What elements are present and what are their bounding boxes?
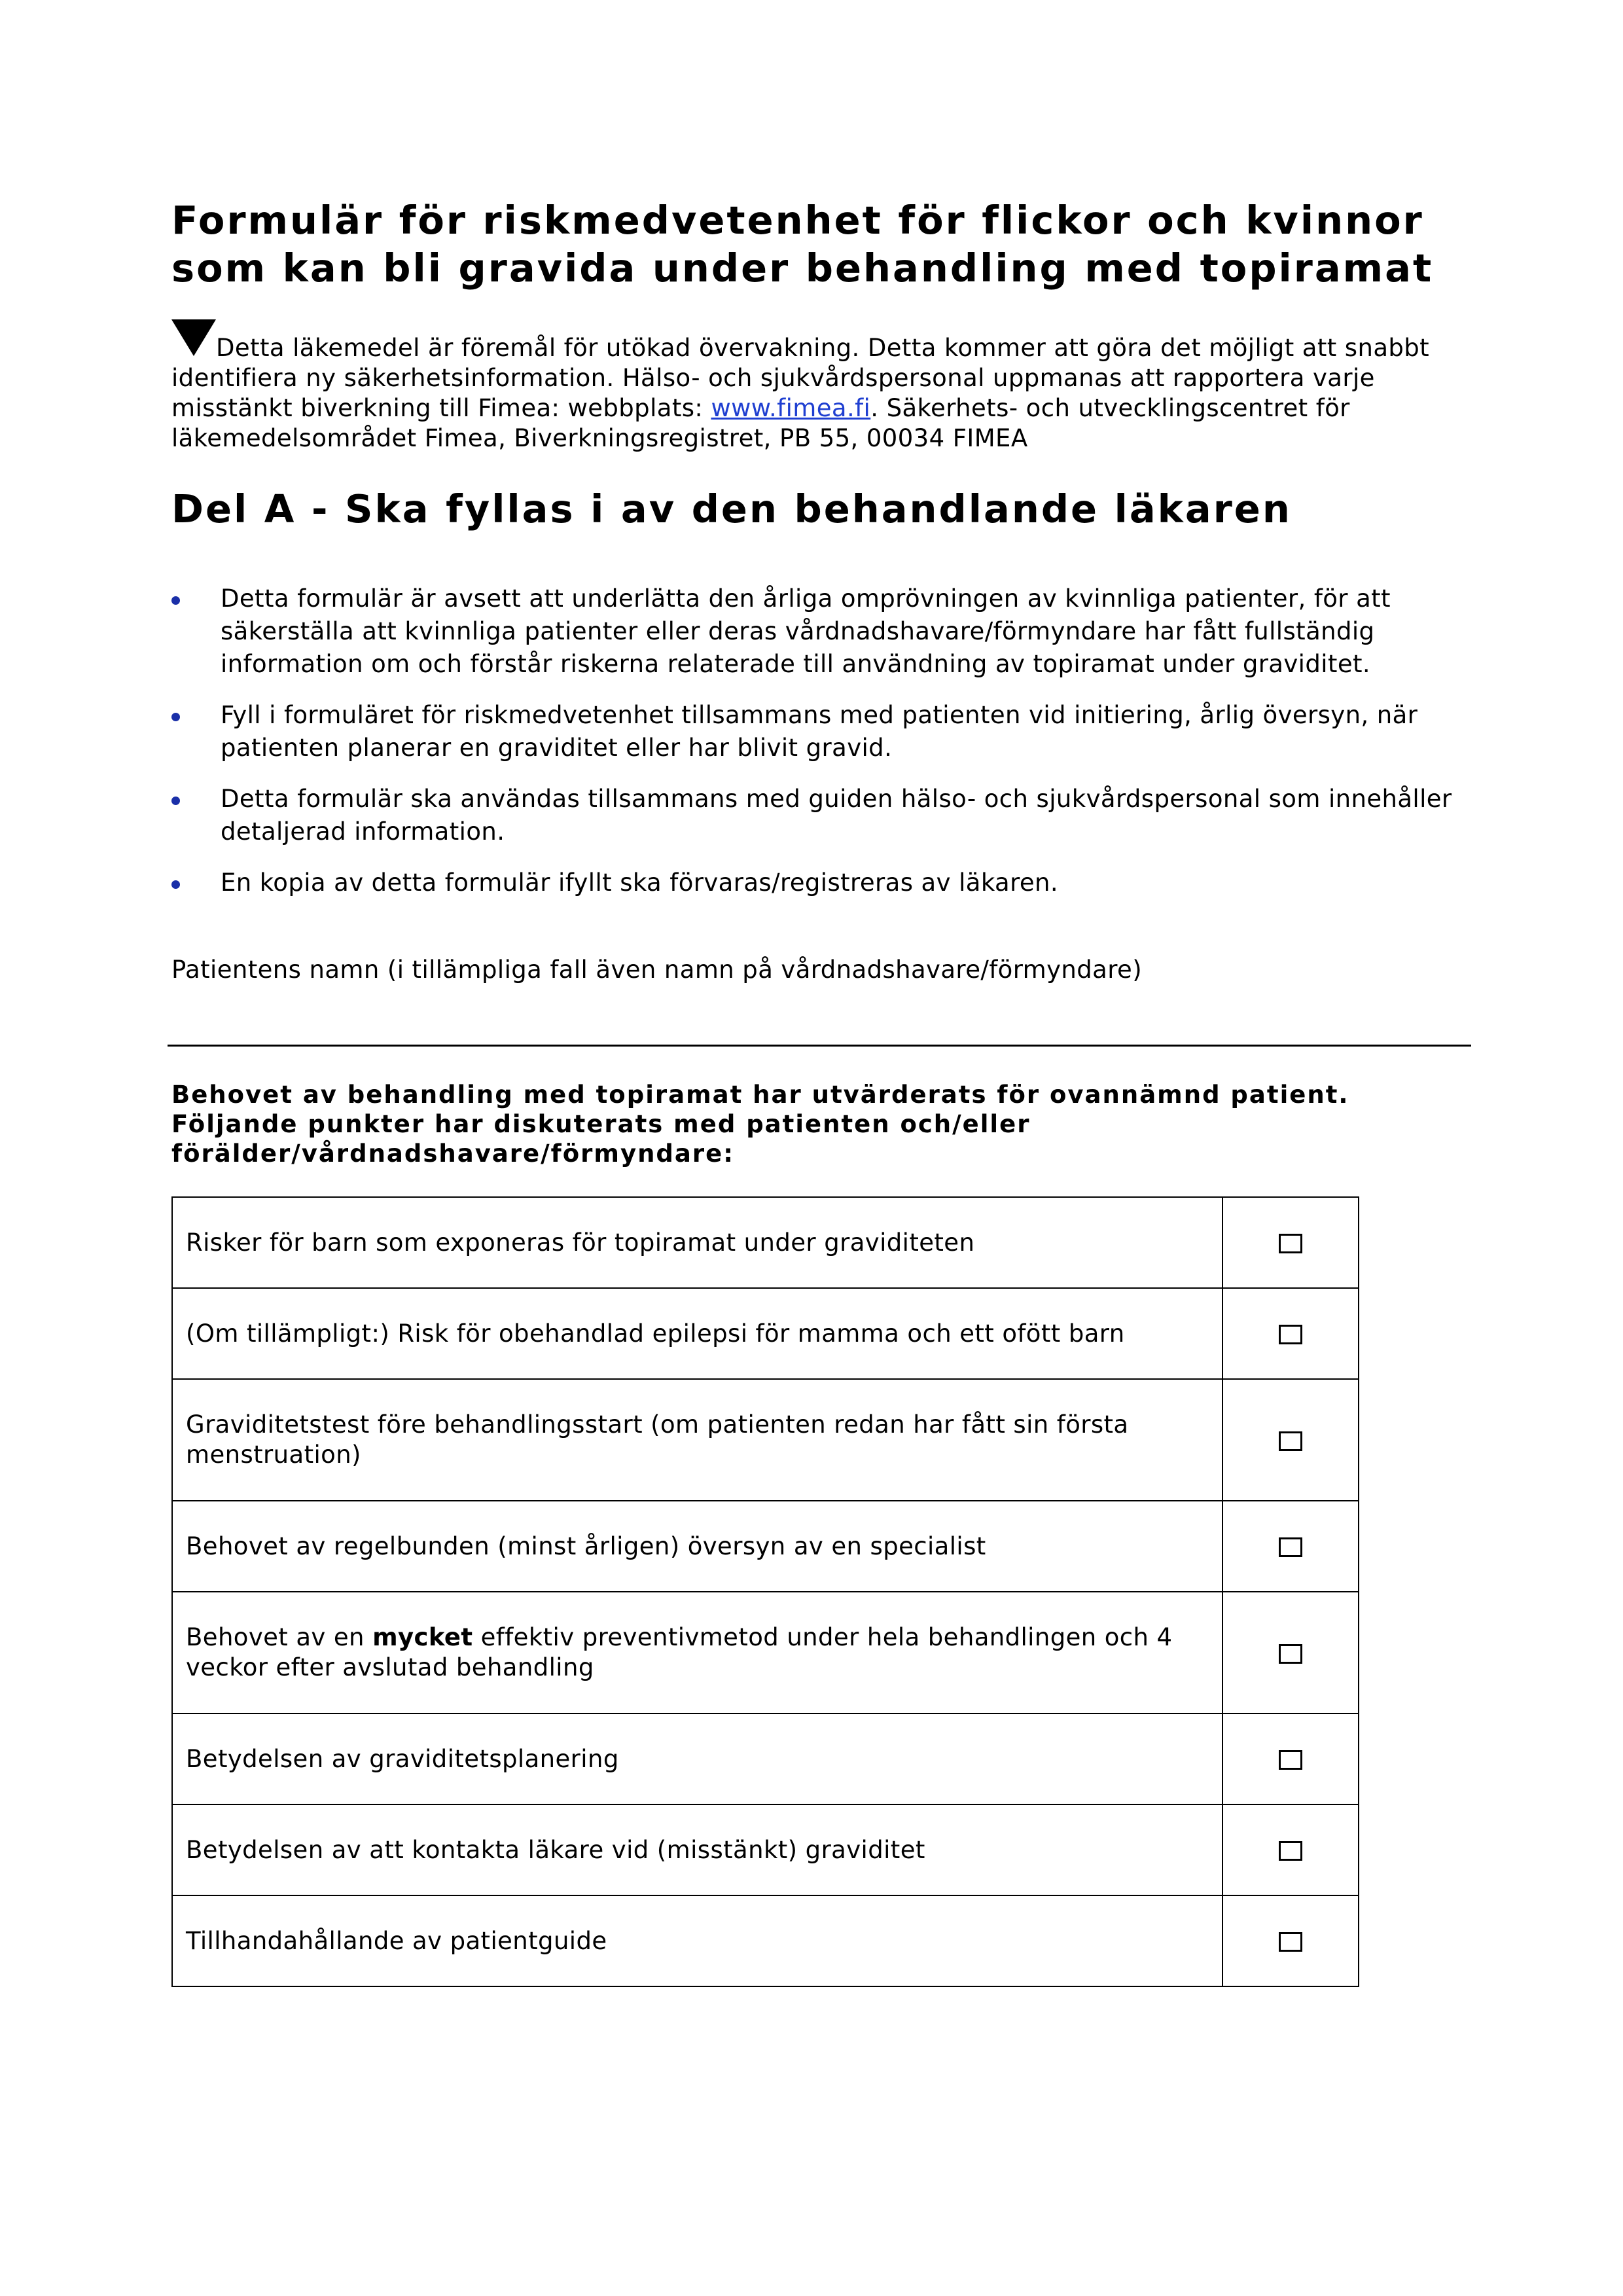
checklist-item-text: Betydelsen av att kontakta läkare vid (misstänkt) graviditet — [172, 1804, 1222, 1895]
assessment-line: Behovet av behandling med topiramat har utvärderats för ovannämnd patient. — [171, 1081, 1349, 1109]
checklist-checkbox[interactable] — [1279, 1431, 1302, 1451]
bullet-icon — [171, 713, 180, 721]
fimea-website-link[interactable]: www.fimea.fi — [711, 394, 871, 422]
checklist-checkbox[interactable] — [1279, 1234, 1302, 1253]
checklist-text-after: effektiv preventivmetod under hela behandlingen och 4 veckor efter avslutad behandling — [186, 1623, 1173, 1681]
notice-text-before-link: Detta läkemedel är föremål för utökad övervakning. Detta kommer att göra det möjligt att snabbt identifiera ny säkerhetsinformation. Hälso- och sjukvårdspersonal uppmanas att rapportera varje misstänkt biverkning till Fimea: webbplats: — [171, 334, 1430, 422]
list-item — [171, 699, 1474, 764]
list-item — [171, 867, 1474, 899]
checklist-item-text: Betydelsen av graviditetsplanering — [172, 1713, 1222, 1804]
checklist-checkbox[interactable] — [1279, 1750, 1302, 1770]
black-triangle-icon — [171, 319, 216, 356]
section-heading: Del A - Ska fyllas i av den behandlande läkaren — [171, 486, 1292, 531]
list-item-text: Detta formulär är avsett att underlätta den årliga omprövningen av kvinnliga patienter, för att säkerställa att kvinnliga patienter eller deras vårdnadshavare/förmyndare har fått fullständig information om och förstår riskerna relaterade till användning av topiramat under graviditet. — [221, 584, 1391, 678]
checklist-item-text: Behovet av regelbunden (minst årligen) översyn av en specialist — [172, 1501, 1222, 1592]
notice-text-after-link: . Säkerhets- och utvecklingscentret för läkemedelsområdet Fimea, Biverkningsregistret, PB 55, 00034 FIMEA — [171, 394, 1350, 452]
patient-name-label: Patientens namn (i tillämpliga fall även namn på vårdnadshavare/förmyndare) — [171, 956, 1143, 984]
bullet-icon — [171, 797, 180, 805]
checklist-checkbox[interactable] — [1279, 1644, 1302, 1664]
checklist-item-text — [172, 1592, 1222, 1713]
checklist-checkbox[interactable] — [1279, 1932, 1302, 1952]
instruction-list — [171, 583, 1474, 918]
checklist-item-text: (Om tillämpligt:) Risk för obehandlad epilepsi för mamma och ett ofött barn — [172, 1288, 1222, 1379]
list-item — [171, 783, 1474, 848]
checklist-row — [172, 1379, 1359, 1501]
checklist-row — [172, 1288, 1359, 1379]
checklist-row — [172, 1804, 1359, 1895]
list-item-text: Fyll i formuläret för riskmedvetenhet tillsammans med patienten vid initiering, årlig översyn, när patienten planerar en graviditet eller har blivit gravid. — [221, 701, 1418, 762]
checklist-item-text: Graviditetstest före behandlingsstart (om patienten redan har fått sin första menstruation) — [172, 1379, 1222, 1501]
document-title: Formulär för riskmedvetenhet för flickor och kvinnor som kan bli gravida under behandling med topiramat — [171, 198, 1434, 291]
checklist-row — [172, 1895, 1359, 1986]
list-item — [171, 583, 1474, 681]
checklist-row — [172, 1713, 1359, 1804]
bullet-icon — [171, 880, 180, 889]
checklist-text-before: Behovet av en — [186, 1623, 373, 1651]
assessment-statement — [171, 1080, 1474, 1168]
checklist-item-text: Risker för barn som exponeras för topiramat under graviditeten — [172, 1197, 1222, 1288]
checklist-row — [172, 1501, 1359, 1592]
checklist-checkbox[interactable] — [1279, 1537, 1302, 1557]
bullet-icon — [171, 596, 180, 605]
list-item-text: En kopia av detta formulär ifyllt ska förvaras/registreras av läkaren. — [221, 869, 1059, 897]
assessment-line: förälder/vårdnadshavare/förmyndare: — [171, 1139, 735, 1168]
checklist-checkbox[interactable] — [1279, 1841, 1302, 1861]
checklist-text-bold: mycket — [372, 1623, 473, 1651]
checklist-checkbox[interactable] — [1279, 1325, 1302, 1344]
list-item-text: Detta formulär ska användas tillsammans med guiden hälso- och sjukvårdspersonal som innehåller detaljerad information. — [221, 785, 1452, 846]
additional-monitoring-notice — [171, 319, 1474, 454]
checklist-row — [172, 1197, 1359, 1288]
discussion-checklist — [171, 1196, 1359, 1987]
checklist-row — [172, 1592, 1359, 1713]
assessment-line: Följande punkter har diskuterats med patienten och/eller — [171, 1110, 1031, 1138]
patient-name-field[interactable] — [168, 1045, 1471, 1047]
checklist-item-text: Tillhandahållande av patientguide — [172, 1895, 1222, 1986]
